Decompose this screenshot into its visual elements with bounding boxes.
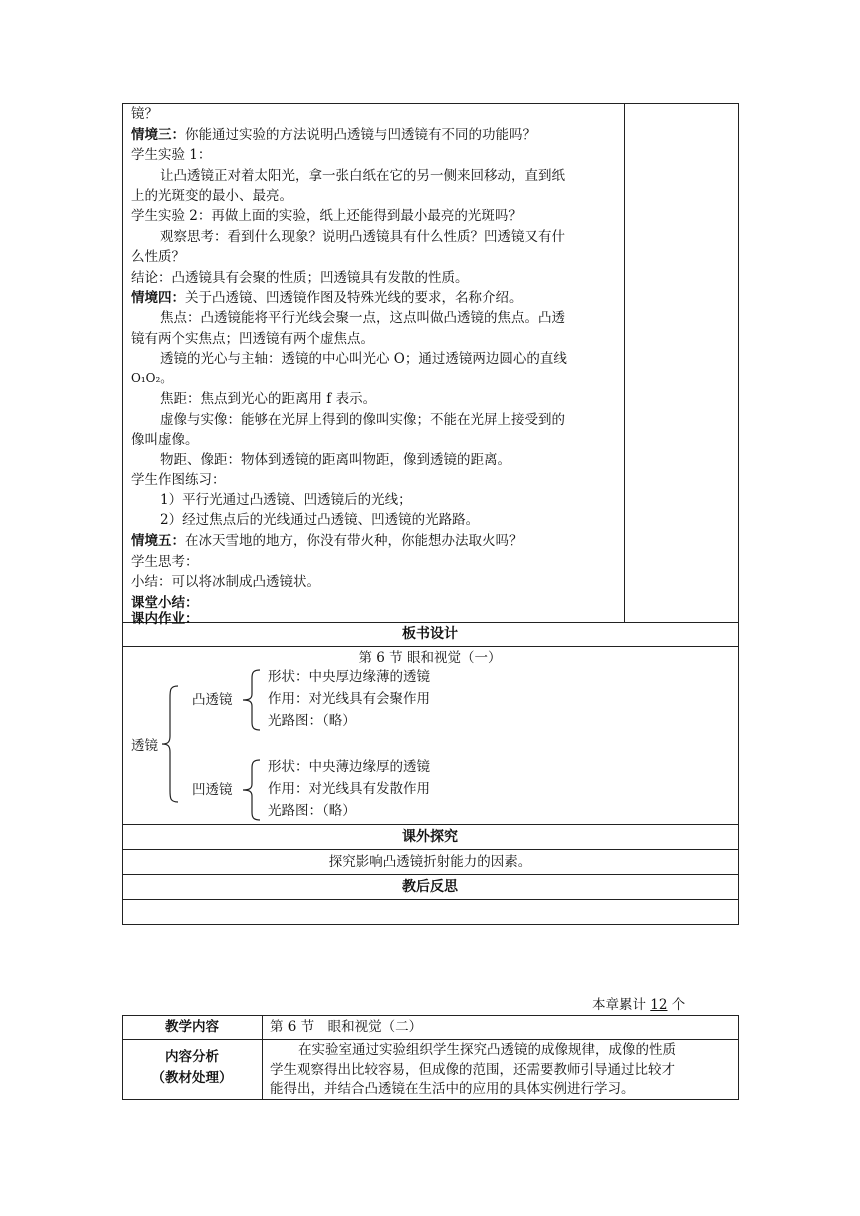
root-brace-icon — [160, 684, 180, 804]
concave-item: 作用：对光线具有发散作用 — [268, 781, 430, 797]
row-divider-1 — [122, 622, 739, 623]
table-border-bottom — [122, 924, 739, 925]
homework-heading: 课内作业： — [131, 611, 199, 627]
content-analysis-line: 学生观察得出比较容易，但成像的范围，还需要教师引导通过比较才 — [270, 1062, 675, 1078]
next-table-divider — [262, 1015, 263, 1100]
lesson-line: 学生实验 1： — [131, 147, 212, 163]
convex-item: 作用：对光线具有会聚作用 — [268, 691, 430, 707]
row-divider-3 — [122, 824, 739, 825]
lesson-line: 镜？ — [131, 106, 158, 122]
lesson-line — [131, 125, 536, 145]
board-root-label: 透镜 — [131, 738, 158, 754]
concave-item: 光路图：（略） — [268, 803, 356, 819]
lesson-line: O₁O₂。 — [131, 371, 173, 385]
reflection-header: 教后反思 — [402, 879, 458, 895]
scene-label: 情境五： — [131, 533, 185, 549]
lesson-line: 小结：可以将冰制成凸透镜状。 — [131, 574, 320, 590]
content-analysis-label: 内容分析 — [165, 1049, 219, 1065]
lesson-line: 焦距：焦点到光心的距离用 f 表示。 — [160, 391, 377, 407]
lesson-line — [131, 531, 523, 551]
table-border-top — [122, 103, 739, 104]
concave-item: 形状：中央薄边缘厚的透镜 — [268, 759, 430, 775]
next-table-bottom — [122, 1099, 739, 1100]
next-table-top — [122, 1015, 739, 1016]
next-table-right — [738, 1015, 739, 1100]
lesson-line: 学生实验 2：再做上面的实验，纸上还能得到最小最亮的光斑吗？ — [131, 208, 522, 224]
lesson-line: 观察思考：看到什么现象？说明凸透镜具有什么性质？凹透镜又有什 — [160, 229, 565, 245]
scene-text: 在冰天雪地的地方，你没有带火种，你能想办法取火吗？ — [185, 533, 523, 549]
lesson-line: 1）平行光通过凸透镜、凹透镜后的光线； — [160, 492, 412, 508]
teaching-content-value: 第 6 节 眼和视觉（二） — [270, 1019, 423, 1035]
convex-brace-icon — [240, 668, 262, 732]
content-analysis-line: 能得出，并结合凸透镜在生活中的应用的具体实例进行学习。 — [270, 1081, 635, 1097]
lesson-line: 透镜的光心与主轴：透镜的中心叫光心 O；通过透镜两边圆心的直线 — [160, 351, 567, 367]
scene-text: 关于凸透镜、凹透镜作图及特殊光线的要求，名称介绍。 — [185, 290, 523, 306]
class-summary-heading: 课堂小结： — [131, 595, 199, 611]
row-divider-5 — [122, 874, 739, 875]
chapter-count-suffix: 个 — [671, 997, 686, 1013]
board-convex-label: 凸透镜 — [192, 692, 233, 708]
lesson-line: 么性质？ — [131, 249, 185, 265]
scene-label: 情境三： — [131, 127, 185, 143]
concave-brace-icon — [240, 758, 262, 822]
board-title: 第 6 节 眼和视觉（一） — [358, 650, 502, 666]
chapter-count-value: 12 — [650, 997, 668, 1013]
lesson-line: 结论：凸透镜具有会聚的性质；凹透镜具有发散的性质。 — [131, 270, 469, 286]
table-inner-divider — [624, 103, 625, 622]
scene-label: 情境四： — [131, 290, 185, 306]
lesson-line — [131, 288, 523, 308]
row-divider-4 — [122, 849, 739, 850]
lesson-line: 学生思考： — [131, 554, 199, 570]
table-border-left — [122, 103, 123, 925]
lesson-line: 像叫虚像。 — [131, 432, 199, 448]
extra-inquiry-header: 课外探究 — [402, 829, 458, 845]
extra-inquiry-text: 探究影响凸透镜折射能力的因素。 — [328, 854, 532, 870]
board-concave-label: 凹透镜 — [192, 782, 233, 798]
chapter-count — [592, 995, 685, 1015]
convex-item: 光路图：（略） — [268, 713, 356, 729]
table-border-right — [738, 103, 739, 925]
lesson-line: 学生作图练习： — [131, 472, 226, 488]
chapter-count-prefix: 本章累计 — [592, 997, 646, 1013]
lesson-line: 虚像与实像：能够在光屏上得到的像叫实像；不能在光屏上接受到的 — [160, 412, 565, 428]
lesson-line: 上的光斑变的最小、最亮。 — [131, 188, 293, 204]
scene-text: 你能通过实验的方法说明凸透镜与凹透镜有不同的功能吗？ — [185, 127, 536, 143]
lesson-line: 镜有两个实焦点；凹透镜有两个虚焦点。 — [131, 331, 374, 347]
convex-item: 形状：中央厚边缘薄的透镜 — [268, 669, 430, 685]
lesson-line: 物距、像距：物体到透镜的距离叫物距，像到透镜的距离。 — [160, 452, 511, 468]
content-analysis-sublabel: （教材处理） — [151, 1070, 233, 1086]
lesson-line: 焦点：凸透镜能将平行光线会聚一点，这点叫做凸透镜的焦点。凸透 — [160, 310, 565, 326]
lesson-line: 让凸透镜正对着太阳光，拿一张白纸在它的另一侧来回移动，直到纸 — [160, 168, 565, 184]
row-divider-6 — [122, 899, 739, 900]
content-analysis-line: 在实验室通过实验组织学生探究凸透镜的成像规律，成像的性质 — [298, 1042, 676, 1058]
lesson-line: 2）经过焦点后的光线通过凸透镜、凹透镜的光路路。 — [160, 512, 480, 528]
board-design-header: 板书设计 — [402, 626, 458, 642]
teaching-content-label: 教学内容 — [165, 1019, 219, 1035]
row-divider-2 — [122, 646, 739, 647]
